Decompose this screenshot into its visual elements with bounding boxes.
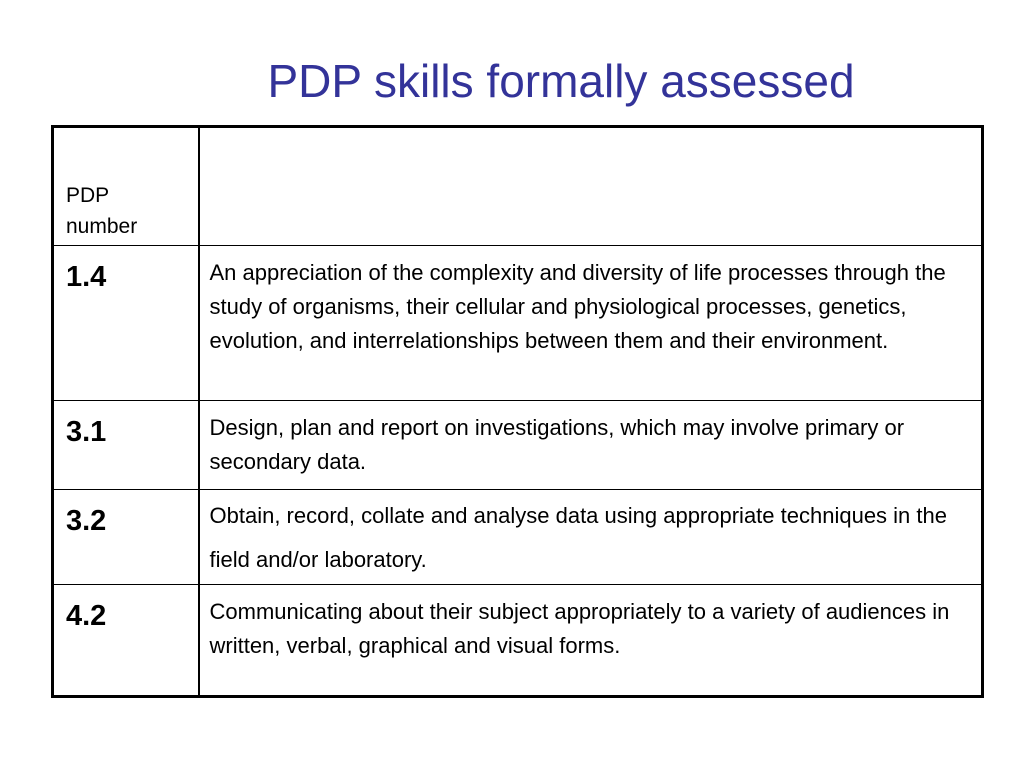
skill-description: Obtain, record, collate and analyse data using appropriate techniques in the field and/or laboratory. (209, 503, 947, 572)
description-cell (199, 401, 983, 490)
table-row (53, 246, 983, 401)
table-row (53, 401, 983, 490)
table-row (53, 490, 983, 585)
pdp-number: 1.4 (66, 261, 107, 293)
pdp-skills-table (51, 125, 984, 698)
table-header-row (53, 127, 983, 246)
description-header (199, 127, 983, 246)
pdp-number: 3.1 (66, 416, 107, 448)
description-cell (199, 585, 983, 697)
skill-description: Design, plan and report on investigations, which may involve primary or secondary data. (209, 415, 905, 474)
pdp-number-cell (53, 401, 199, 490)
pdp-number-cell (53, 585, 199, 697)
slide-title: PDP skills formally assessed (267, 55, 855, 107)
pdp-number-header (53, 127, 199, 246)
pdp-number-cell (53, 490, 199, 585)
description-cell (199, 246, 983, 401)
description-cell (199, 490, 983, 585)
pdp-number: 3.2 (66, 505, 107, 537)
skill-description: An appreciation of the complexity and diversity of life processes through the study of organisms, their cellular and physiological processes, genetics, evolution, and interrelationships between them and their environment. (209, 260, 946, 353)
table-row (53, 585, 983, 697)
pdp-number-header-label: PDP number (66, 184, 138, 238)
skill-description: Communicating about their subject appropriately to a variety of audiences in written, verbal, graphical and visual forms. (209, 599, 950, 658)
pdp-number-cell (53, 246, 199, 401)
pdp-number: 4.2 (66, 600, 107, 632)
